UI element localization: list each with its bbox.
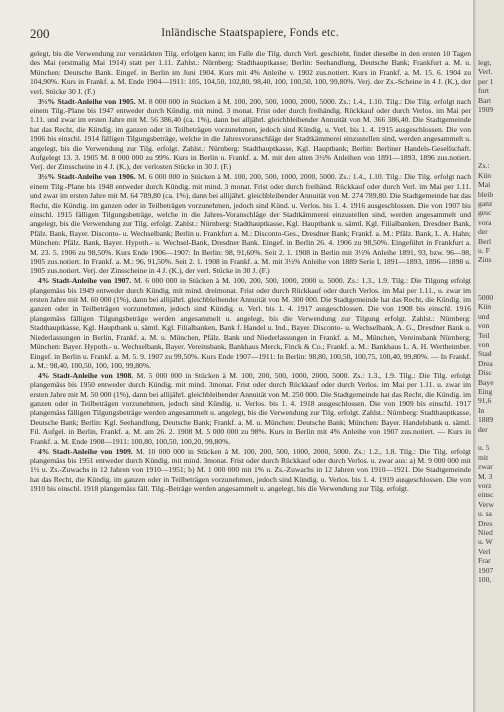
facing-page-fragment: 100, [478,575,492,584]
facing-page-fragment: In [478,405,485,415]
facing-page-fragment: 1889 [478,415,494,425]
facing-page-fragment: M. 3 [478,471,493,481]
entry-text: M. 5 000 000 in Stücken à M. 100, 200, 500, 1000, 2000, 5000. Zs.: 1.3., 1.9. Tilg.: Die Tilg. erfolgt plangemäss bis 1950 entweder durch Kündig. mit mind. 3monat. Frist oder durch Rückkauf oder durch Verlos. im Mai per 1.11. u. zwar im ersten Jahre mit M. 50 000 (1%), dann bei allijährl. gleichbleibender Annuität von M. 250 000. Die Stadtgemeinde hat das Recht, die Kündig. im ganzen oder in Teilbeträgen vorzunehmen, jedoch sind Kündig. u. Verlos. bis 1. 4. 1918 ausgeschlossen. Die von 1909 bis einschl. 1917 plangemäss fälligen Tilgungsbeträge werden angesammelt u. angelegt, bis die Verwendung zur Tilg. erfolgt. Zahlst.: Nürnberg: Stadthauptkasse, Deutsche Bank; Berlin: Kgl. Seehandlung, Deutsche Bank; Frankf. a. M. u. München: Deutsche Bank; München: Bayer. Handelsbank u. sämtl. Fil. Aufgel. in Berlin, Frankf. a. M. am 26. 2. 1908 M. 5 000 000 zu 98%. Kurs in Berlin mit 4% Anleihe von 1907 zus.notiert. — Kurs in Frankf. a. M. Ende 1908—1911: 100,80, 100,50, 100,20, 99,80%. [30,370,471,446]
facing-page-fragment: legt, [478,58,492,67]
facing-page-fragment: 91,6 [478,396,492,406]
entry-1908 [30,371,471,446]
facing-page-fragment: Baye [478,377,494,387]
facing-page-fragment: Dres [478,518,493,528]
facing-page-fragment: einsc [478,490,494,500]
entry-heading: 4% Stadt-Anleihe von 1909. [38,446,133,456]
entry-text: M. 6 000 000 in Stücken à M. 100, 200, 500, 1000, 2000 u. 5000. Zs.: 1.3., 1.9. Tilg.: Die Tilgung erfolgt plangemäss bis 1949 entweder durch Kündig. mit mind. dreimonat. Frist oder durch Rückkauf oder durch Verlos. im Mai per 1.11., u. zwar im ersten Jahre mit M. 60 000 (1%), dann bei allijährl. gleichbleibender Annuität von M. 300 000. Die Stadtgemeinde hat das Recht, die Kündig. im ganzen oder in Teilbeträgen vorzunehmen, jedoch sind Kündig. u. Verl. bis 1. 4. 1917 ausgeschlossen. Die von 1908 bis einschl. 1916 plangemäss fälligen Tilgungsbeträge werden angesammelt u. angelegt, bis die Verwendung zur Tilgung erfolgt. Zahlst.: Nürnberg: Stadthauptkasse, Kgl. Hauptbank u. sämtl. Kgl. Filialbanken, Bank f. Handel u. Ind., Bayer. Disconto- u. Wechselbank, A. G., Dresdner Bank u. Niederlassungen in Berlin, Frankf. a. M. u. München, Pfälz. Bank und Niederlassungen in Frankf. a. M., München, Vereinsbank Nürnberg; München: Bayer. Hypoth.- u. Wechselbank, Bayer. Vereinsbank, Bankhaus Merck, Finck & Co.; Frankf. a. M.: Bankhaus L. A. H. Wertheimber. Eingef. in Berlin u. Frankf. a. M. 5. 9. 1907 zu 99,50%. Kurs Ende 1907—1911: In Berlin: 98,80, 100,50, 100,75, 100,40, 99,80%. — In Frankf. a. M.: 98,40, 100,50, 100, 100, 99,80%. [30,276,471,370]
facing-page-fragment: Verl [478,546,491,556]
facing-page-fragment: Eing [478,387,493,396]
facing-page-fragment: 5000 [478,293,494,302]
entry-heading: 4% Stadt-Anleihe von 1908. [38,370,134,380]
facing-page-fragment: Mai [478,180,491,190]
facing-page-fragment: der [478,227,488,237]
entry-heading: 4% Stadt-Anleihe von 1907. [38,276,132,286]
facing-page-fragment: Bart [478,95,492,105]
entry-text: M. 10 000 000 in Stücken à M. 100, 200, 500, 1000, 2000, 5000. Zs.: 1.2., 1.8. Tilg.: Die Tilg. erfolgt plangemäss bis 1951 entweder durch Kündig. mit mind. 3monat. Frist oder durch Rückkauf oder durch Verlos. u. zwar aus: a) M. 9 000 000 mit 1½ u. Zs.-Zuwachs in 12 Jahren von 1910—1951; b) M. 1 000 000 mit 1% u. Zs.-Zuwachs in 12 Jahren von 1910—1921. Die Stadtgemeinde hat das Recht, die Kündig. im ganzen oder in Teilbeträgen vorzunehmen, jedoch sind Kündig. u. Verlos. bis 1. 4. 1919 ausgeschlossen. Die von 1910 bis einschl. 1918 plangemäss fäll. Tilg.-Beträge werden angesammelt u. angelegt, bis die Verwendung zur Tilg. erfolgt. [30,446,471,494]
facing-page-fragment: zwar [478,462,493,472]
entry-text: gelegt, bis die Verwendung zur verstärkten Tilg. erfolgen kann; im Falle die Tilg. durch Verl. geschieht, findet dieselbe in den ersten 10 Tagen des Mai (erstmalig Mai 1914) statt per 1.11. Zahlst.: Nürnberg: Stadthauptkasse; Berlin: Seehandlung, Deutsche Bank; Frankfurt a. M. u. München: Deutsche Bank. Eingef. in Berlin im Juni 1904. Kurs mit 4% Anleihe v. 1902 zus.notiert. Kurs in Frankf. a. M. 15. 6. 1904 zu 104,90%. Kurs in Frankf. a. M. Ende 1904—1911: 105, 104,50, 102,80, 98,40, 100, 100,50, 100, 99,80%. Verj. der Zs.-Scheine in 4 J. (K.), der verl. Stücke 30 J. (F.) [30,49,471,96]
facing-page-fragment: der [478,424,488,434]
entry-heading: 3½% Stadt-Anleihe von 1906. [38,172,136,182]
page-number: 200 [30,26,50,41]
facing-page-fragment: gesc [478,208,492,218]
page-body [30,49,471,709]
facing-page-fragment: bleib [478,189,494,199]
entry-text: M. 8 000 000 in Stücken à M. 100, 200, 500, 1000, 2000, 5000. Zs.: 1.4., 1.10. Tilg.: Die Tilg. erfolgt nach einem Tilg.-Plane bis 1947 entweder durch Kündig. mit mind. 3 monat. Frist oder durch freihändig. Rückkauf oder durch Verlos. im Mai per 1.11. und zwar im ersten Jahre mit M. 56 386,40 (ca. 1%), dann bei alljährl. gleichbleibender Annuität von M. 366 386,40. Die Stadtgemeinde hat das Recht, die Kündig. im ganzen oder in Teilbeträgen vorzunehmen, jedoch sind Kündig. u. Verl. bis 1. 4. 1915 ausgeschlossen. Die von 1906 bis einschl. 1914 fälligen Tilgungsbeträge, welche in die Jahresvoranschläge der Stadtkämmerei einzustellen sind, werden angesammelt u. angelegt, bis die Verwendung zur Tilg. erfolgt. Zahlst.: Nürnberg: Stadthauptkasse, Kgl. Hauptbank; Berlin: Berliner Handels-Gesellschaft. Aufgelegt 13. 3. 1905 M. 8 000 000 zu 99%. Kurs in Berlin u. Frankf. a. M. mit den alten 3½% Anleihen von 1891—1893, 1896 zus.notiert. Verj. der Zinsscheine in 4 J. (K.), der verlosten Stücke in 30 J. (F.) [30,96,471,172]
facing-page-fragment: u. F [478,246,490,255]
facing-page-fragment: und [478,311,490,321]
facing-page-fragment: ganz [478,199,493,208]
running-title: Inländische Staatspapiere, Fonds etc. [161,27,339,39]
facing-page-fragment: Drea [478,358,493,368]
facing-page-fragment: Kün [478,170,492,180]
facing-page-fragment: per 1 [478,76,494,86]
entry-continuation [30,49,471,96]
facing-page-fragment: u. sa [478,509,492,519]
entry-heading: 3½% Stadt-Anleihe von 1905. [38,96,136,106]
facing-page-fragment: u. W [478,537,493,547]
entry-1906 [30,172,471,275]
entry-text: M. 6 000 000 in Stücken à M. 100, 200, 500, 1000, 2000, 5000. Zs.: 1.4., 1.10. Tilg.: Die Tilg. erfolgt nach einem Tilg.-Plane bis 1948 entweder durch Kündig. mit mind. 3 monat. Frist oder durch freihänd. Rückkauf oder durch Verl. im Mai per 1.11. und zwar im ersten Jahre mit M. 64 789,80 (ca. 1%), dann bei allijährl. gleichbleibender Annuität von M. 274 789,80. Die Stadtgemeinde hat das Recht, die Kündig. im ganzen oder in Teilbeträgen vorzunehmen, jedoch sind Künd. u. Verlos. bis 1. 4. 1916 ausgeschlossen. Die von 1907 bis einschl. 1915 fälligen Tilgungsbeträge, welche in die Jahres-Voranschläge der Stadtkämmerei einzustellen sind, werden angesammelt und angelegt, bis die Verwendung zur Tilg. erfolgt. Zahlst.: Nürnberg: Stadthauptkasse, Kgl. Hauptbank u. sämtl. Kgl. Filialbanken, Dresdner Bank, Pfälz. Bank, Bayer. Disconto- u. Wechselbank; Berlin u. Frankfurt a. M.: Disconto-Ges., Dresdner Bank; Frankf. a. M.: Pfälz. Bank, L. A. Hahn; München: Pfälz. Bank, Bayer. Hypoth.- u. Wechsel-Bank, Dresdner Bank. Eingef. in Berlin 26. 4. 1906 zu 98,50%. Eingeführt in Frankfurt a. M. 23. 5. 1906 zu 98,50%. Kurs Ende 1906—1907: In Berlin: 98, 91,60%. Seit 2. 1. 1908 in Berlin mit 3½% Anleihe 1891, 93, bzw. 96—98, 1905 zus.notiert. In Frankf. a. M.: 96, 91,50%. Seit 2. 1. 1908 in Frankf. a. M. mit 3½% Anleihe von 1889 Serie I, 1891—1893, 1896—1898 u. 1905 zus.notiert. Verj. der Zinsscheine in 4 J. (K.), der verl. Stücke in 30 J. (F.) [30,172,471,276]
facing-page-fragment: Nied [478,528,493,537]
facing-page-fragment: von [478,321,490,331]
facing-page-fragment: von [478,340,490,349]
entry-1907 [30,276,471,370]
facing-page-edge [476,0,504,712]
facing-page-fragment: 1907 [478,565,494,575]
facing-page-fragment: vorz [478,481,492,490]
entry-1909 [30,447,471,494]
facing-page-fragment: Zs.: [478,161,490,171]
entry-1905 [30,97,471,172]
facing-page-fragment: furt [478,86,489,96]
facing-page-fragment: 1909 [478,105,494,114]
facing-page-fragment: Verw [478,499,495,509]
facing-page-fragment: Teil [478,330,490,340]
facing-page-fragment: Disc [478,368,492,378]
facing-page-fragment: mit [478,452,489,462]
facing-page-fragment: u. 5 [478,443,490,453]
facing-page-fragment: Zins [478,255,492,265]
facing-page-fragment: Stad [478,349,492,359]
facing-page-fragment: Berl [478,236,492,246]
facing-page-fragment: vora [478,217,492,227]
page-header [30,26,470,44]
facing-page-fragment: Verl. [478,67,493,77]
facing-page-fragment: Kün [478,302,492,312]
facing-page-fragment: Frar [478,556,491,566]
